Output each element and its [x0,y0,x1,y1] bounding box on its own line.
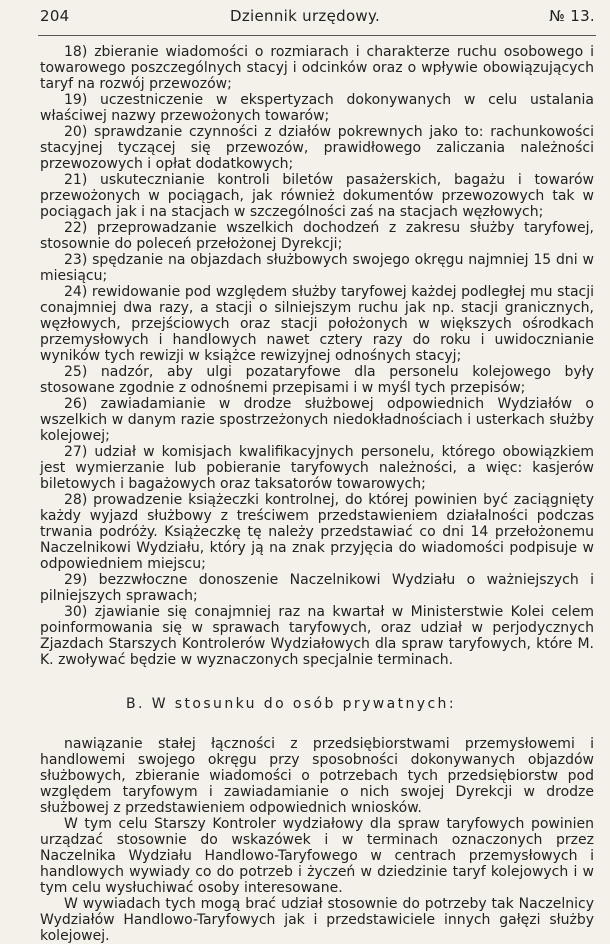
list-item: 22) przeprowadzanie wszelkich dochodzeń z zakresu służby taryfowej, stosownie do poleceń przełożonej Dyrekcji; [40,220,594,252]
list-item: 19) uczestniczenie w ekspertyzach dokonywanych w celu ustalania właściwej nazwy przewożonych towarów; [40,92,594,124]
section-paragraph: nawiązanie stałej łączności z przedsiębiorstwami przemysłowemi i handlowemi swojego okręgu przy sposobności dokonywanych objazdów służbowych, zbieranie wiadomości o potrzebach tych przedsiębiorstw pod względem taryfowym i zawiadamianie o nich swojej Dyrekcji w drodze służbowej z przedstawieniem odpowiednich wniosków. [40,736,594,816]
list-item: 18) zbieranie wiadomości o rozmiarach i charakterze ruchu osobowego i towarowego poszczególnych stacyj i odcinków oraz o wpływie obowiązujących taryf na rozwój przewozów; [40,44,594,92]
section-paragraph: W wywiadach tych mogą brać udział stosownie do potrzeby tak Naczelnicy Wydziałów Handlowo-Taryfowych jak i przedstawiciele innych gałęzi służby kolejowej. [40,896,594,944]
section-heading: B. W stosunku do osób prywatnych: [126,696,456,712]
list-item: 27) udział w komisjach kwalifikacyjnych personelu, którego obowiązkiem jest wymierzanie lub pobieranie taryfowych należności, a więc: kasjerów biletowych i bagażowych oraz taksatorów towarowych; [40,444,594,492]
list-item: 28) prowadzenie książeczki kontrolnej, do której powinien być zaciągnięty każdy wyjazd służbowy z treściwem przedstawieniem działalności podczas trwania podróży. Książeczkę tę należy przedstawiać co dni 14 przełożonemu Naczelnikowi Wydziału, który ją na znak przyjęcia do wiadomości podpisuje w odpowiedniem miejscu; [40,492,594,572]
header-rule [38,35,596,36]
list-item: 24) rewidowanie pod względem służby taryfowej każdej podległej mu stacji conajmniej dwa razy, a stacji o silniejszym ruchu jak np. stacji granicznych, węzłowych, przejściowych oraz stacji położonych w większych ośrodkach przemysłowych i handlowych nawet cztery razy do roku i uwidocznianie wyników tych rewizji w książce rewizyjnej odnośnych stacyj; [40,284,594,364]
list-item: 29) bezzwłoczne donoszenie Naczelnikowi Wydziału o ważniejszych i pilniejszych sprawach; [40,572,594,604]
list-item: 21) uskutecznianie kontroli biletów pasażerskich, bagażu i towarów przewożonych w pociągach, jak również dokumentów przewozowych tak w pociągach jak i na stacjach w szczególności zaś na stacjach węzłowych; [40,172,594,220]
list-item: 23) spędzanie na objazdach służbowych swojego okręgu najmniej 15 dni w miesiącu; [40,252,594,284]
page-number: 204 [40,7,70,25]
journal-title: Dziennik urzędowy. [230,7,381,25]
list-item: 30) zjawianie się conajmniej raz na kwartał w Ministerstwie Kolei celem poinformowania się w sprawach taryfowych, oraz udział w perjodycznych Zjazdach Starszych Kontrolerów Wydziałowych dla spraw taryfowych, które M. K. zwoływać będzie w wyznaczonych specjalnie terminach. [40,604,594,668]
section-paragraph: W tym celu Starszy Kontroler wydziałowy dla spraw taryfowych powinien urządzać stosownie do wskazówek i w terminach oznaczonych przez Naczelnika Wydziału Handlowo-Taryfowego w centrach przemysłowych i handlowych wywiady co do potrzeb i życzeń w dziedzinie taryf kolejowych i w tym celu wysłuchiwać osoby interesowane. [40,816,594,896]
list-item: 20) sprawdzanie czynności z działów pokrewnych jako to: rachunkowości stacyjnej tyczącej się przewozów, prawidłowego zaliczania należności przewozowych i opłat dodatkowych; [40,124,594,172]
document-body [40,44,594,944]
list-item: 26) zawiadamianie w drodze służbowej odpowiednich Wydziałów o wszelkich w danym razie spostrzeżonych niedokładnościach i usterkach służby kolejowej; [40,396,594,444]
issue-number: № 13. [549,7,595,25]
list-item: 25) nadzór, aby ulgi pozataryfowe dla personelu kolejowego były stosowane zgodnie z odnośnemi przepisami i w myśl tych przepisów; [40,364,594,396]
page-header [40,4,595,30]
